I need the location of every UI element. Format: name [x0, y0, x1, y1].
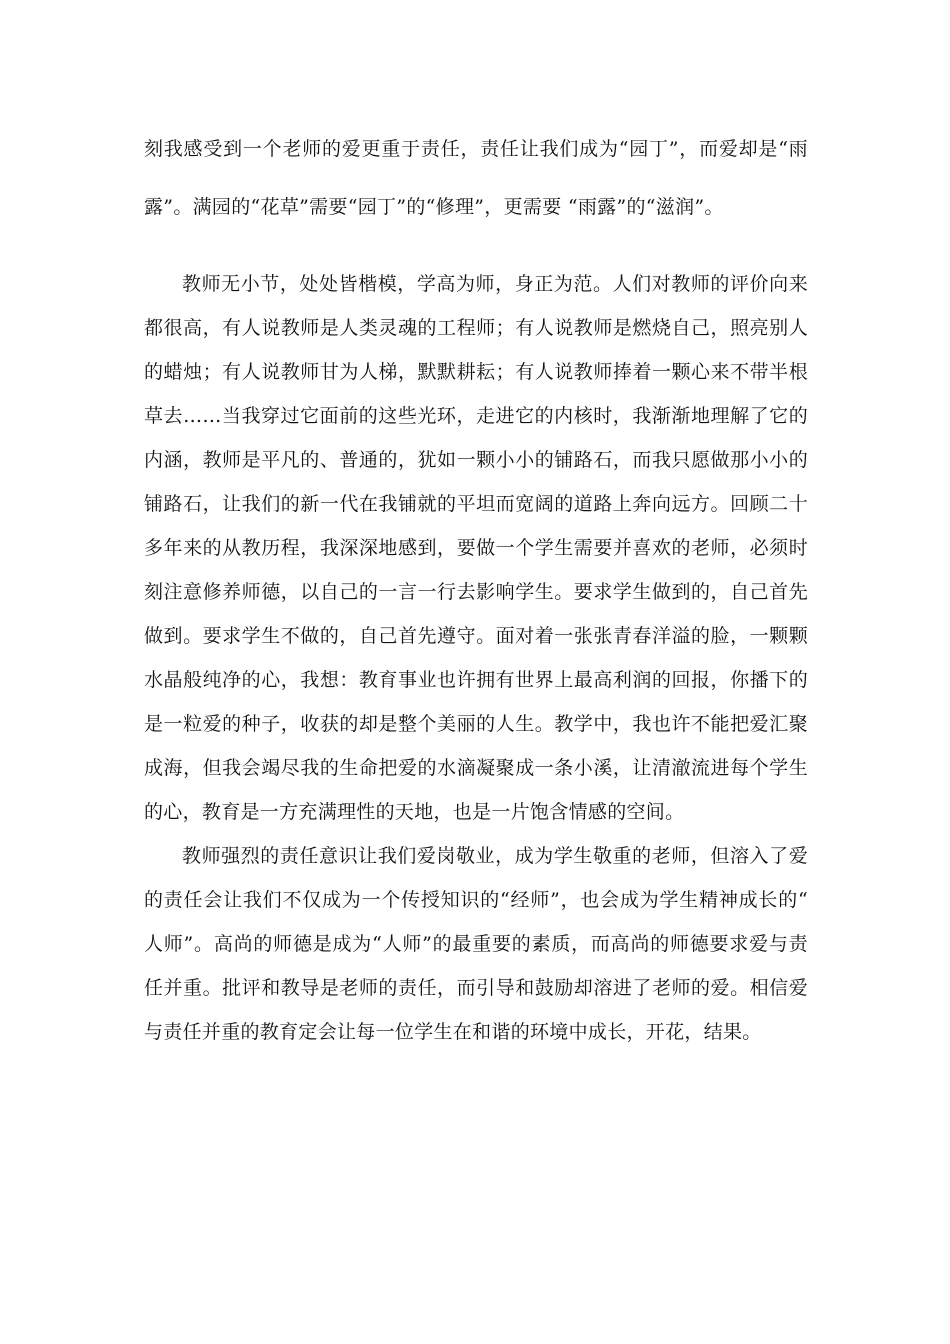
body-paragraphs [144, 262, 808, 1054]
paragraph-teacher-role: 教师无小节，处处皆楷模，学高为师，身正为范。人们对教师的评价向来都很高，有人说教师是人类灵魂的工程师；有人说教师是燃烧自己，照亮别人的蜡烛；有人说教师甘为人梯，默默耕耘；有人说教师捧着一颗心来不带半根草去……当我穿过它面前的这些光环，走进它的内核时，我渐渐地理解了它的内涵，教师是平凡的、普通的，犹如一颗小小的铺路石，而我只愿做那小小的铺路石，让我们的新一代在我铺就的平坦而宽阔的道路上奔向远方。回顾二十多年来的从教历程，我深深地感到，要做一个学生需要并喜欢的老师，必须时刻注意修养师德，以自己的一言一行去影响学生。要求学生做到的，自己首先做到。要求学生不做的，自己首先遵守。面对着一张张青春洋溢的脸，一颗颗水晶般纯净的心，我想：教育事业也许拥有世界上最高利润的回报，你播下的是一粒爱的种子，收获的却是整个美丽的人生。教学中，我也许不能把爱汇聚成海，但我会竭尽我的生命把爱的水滴凝聚成一条小溪，让清澈流进每个学生的心，教育是一方充满理性的天地，也是一片饱含情感的空间。 [144, 273, 808, 823]
continued-paragraph-block [144, 120, 808, 236]
paragraph-continued: 刻我感受到一个老师的爱更重于责任，责任让我们成为“园丁”，而爱却是“雨露”。满园的“花草”需要“园丁”的“修理”，更需要 “雨露”的“滋润”。 [144, 138, 808, 218]
paragraph-love-and-responsibility: 教师强烈的责任意识让我们爱岗敬业，成为学生敬重的老师，但溶入了爱的责任会让我们不仅成为一个传授知识的“经师”，也会成为学生精神成长的“人师”。高尚的师德是成为“人师”的最重要的素质，而高尚的师德要求爱与责任并重。批评和教导是老师的责任，而引导和鼓励却溶进了老师的爱。相信爱与责任并重的教育定会让每一位学生在和谐的环境中成长，开花，结果。 [144, 845, 808, 1043]
